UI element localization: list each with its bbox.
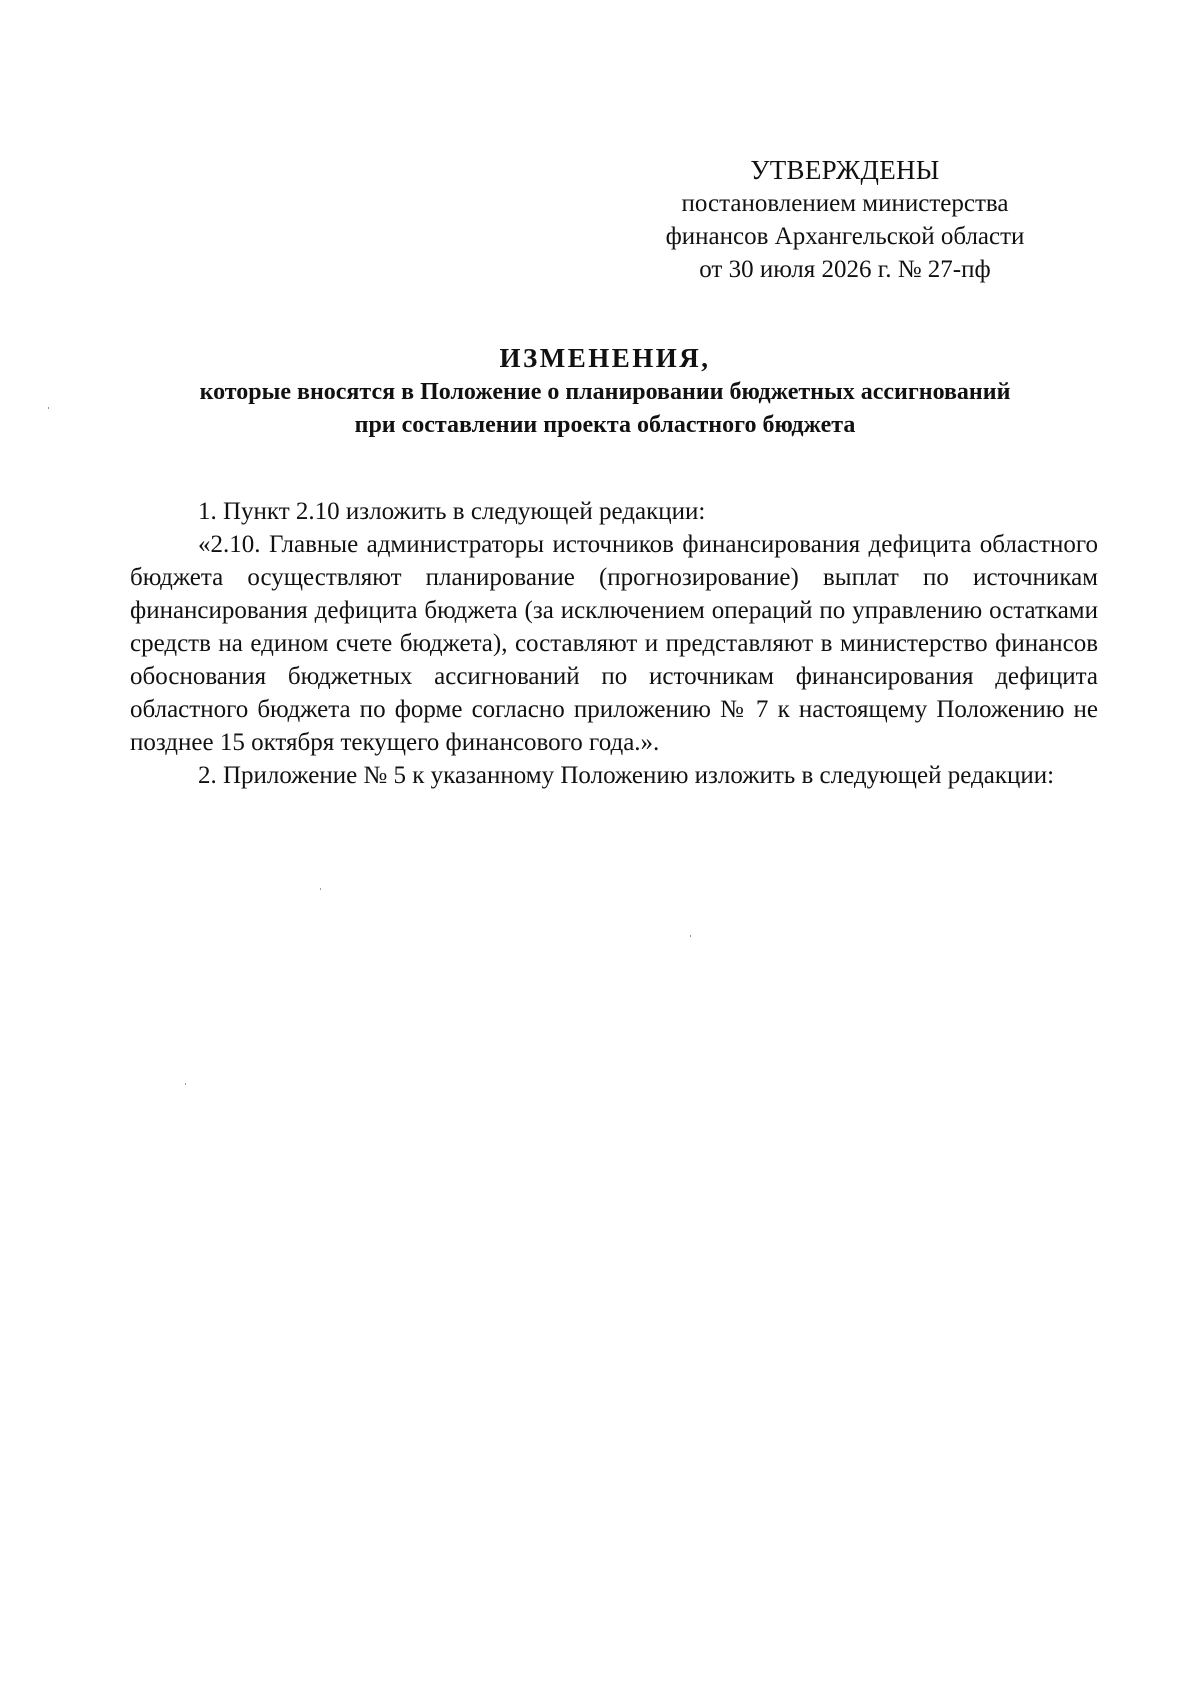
heading-subtitle-line-2: при составлении проекта областного бюджета bbox=[354, 412, 856, 438]
heading-title: ИЗМЕНЕНИЯ, bbox=[499, 343, 711, 373]
document-heading bbox=[120, 340, 1090, 442]
scan-speck bbox=[48, 407, 49, 409]
approval-line-2: финансов Архангельской области bbox=[665, 223, 1025, 250]
scan-speck bbox=[690, 935, 691, 937]
document-body bbox=[130, 495, 1098, 792]
item-1: 1. Пункт 2.10 изложить в следующей редакции: bbox=[198, 498, 706, 525]
quoted-paragraph: «2.10. Главные администраторы источников финансирования дефицита областного бюджета осуществляют планирование (прогнозирование) выплат по источникам финансирования дефицита бюджета (за исключением операций по управлению остатками средств на едином счете бюджета), составляют и представляют в министерство финансов обоснования бюджетных ассигнований по источникам финансирования дефицита областного бюджета по форме согласно приложению № 7 к настоящему Положению не позднее 15 октября текущего финансового года.». bbox=[130, 531, 1098, 756]
approval-title: УТВЕРЖДЕНЫ bbox=[750, 155, 940, 185]
approval-line-3: от 30 июля 2026 г. № 27-пф bbox=[699, 256, 991, 283]
scan-speck bbox=[320, 888, 321, 890]
scan-speck bbox=[185, 1083, 186, 1085]
approval-block bbox=[625, 153, 1065, 286]
approval-line-1: постановлением министерства bbox=[681, 190, 1009, 217]
heading-subtitle-line-1: которые вносятся в Положение о планировании бюджетных ассигнований bbox=[199, 379, 1011, 405]
item-2: 2. Приложение № 5 к указанному Положению изложить в следующей редакции: bbox=[198, 762, 1055, 789]
